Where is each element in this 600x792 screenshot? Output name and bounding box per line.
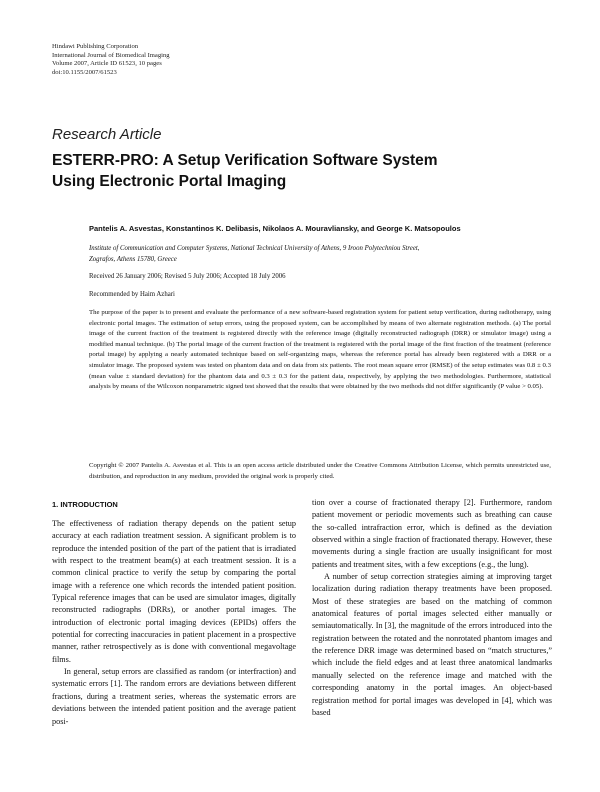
doi: doi:10.1155/2007/61523 — [52, 68, 117, 76]
affiliation-line-1: Institute of Communication and Computer Systems, National Technical University of Athens, 9 Iroon Polytechniou Street, — [89, 245, 420, 252]
journal-header — [52, 43, 170, 77]
author-list: Pantelis A. Asvestas, Konstantinos K. Delibasis, Nikolaos A. Mouravliansky, and George K. Matsopoulos — [89, 224, 461, 233]
body-paragraph: tion over a course of fractionated therapy [2]. Furthermore, random patient movement or periodic movements such as breathing can cause the so-called intrafraction error, which is defined as the deviation observed within a single fraction of fractionated therapy. However, these movements during a single fraction are usually insignificant for most patients and treatment sites, with a few exceptions (e.g., the lung). — [312, 498, 552, 569]
abstract: The purpose of the paper is to present and evaluate the performance of a new software-based registration system for patient setup verification, during radiotherapy, using electronic portal images. The estimation of setup errors, using the proposed system, can be accomplished by means of two alternate registration methods. (a) The portal image of the current fraction of the treatment is registered directly with the reference image (digitally reconstructed radiograph (DRR) or simulator image) using a modified manual technique. (b) The portal image of the current fraction of the treatment is registered with the portal image of the first fraction of the treatment (reference portal image) by applying a nearly automated technique based on self-organizing maps, whereas the reference portal has already been registered with a DRR or a simulator image. The proposed system was tested on phantom data and on data from six patients. The root mean square error (RMSE) of the setup estimates was 0.8 ± 0.3 (mean value ± standard deviation) for the phantom data and 0.3 ± 0.3 for the patient data, respectively, by applying the two methodologies. Furthermore, statistical analysis by means of the Wilcoxon nonparametric signed test showed that the results that were obtained by the two methods did not differ significantly (P value > 0.05). — [89, 309, 551, 391]
journal-name: International Journal of Biomedical Imaging — [52, 51, 170, 59]
title-line-2: Using Electronic Portal Imaging — [52, 173, 287, 190]
affiliation — [89, 244, 559, 265]
article-kind: Research Article — [52, 126, 162, 143]
recommended-by: Recommended by Haim Azhari — [89, 291, 175, 298]
body-paragraph: A number of setup correction strategies aiming at improving target localization during radiation therapy treatments have been proposed. Most of these strategies are based on the matching of common anatomical features of portal images selected either manually or semiautomatically. In [3], the magnitude of the errors introduced into the registration between the rotated and the nonrotated phantom images and the reference DRR image was determined based on “match structures,” which include the field edges and at least three anatomical landmarks manually selected on the reference image and matched with the corresponding anatomy in the portal images. An object-based registration method for portal images was developed in [4], which was based — [312, 572, 552, 717]
section-heading: 1. INTRODUCTION — [52, 500, 118, 509]
article-title — [52, 150, 522, 192]
title-line-1: ESTERR-PRO: A Setup Verification Software System — [52, 152, 438, 169]
body-paragraph: In general, setup errors are classified as random (or interfraction) and systematic errors [1]. The random errors are deviations between different fractions, during a treatment series, whereas the systematic errors are deviations between the intended patient position and the average patient posi- — [52, 667, 296, 726]
right-column — [312, 497, 552, 719]
article-dates: Received 26 January 2006; Revised 5 July 2006; Accepted 18 July 2006 — [89, 273, 286, 280]
publisher: Hindawi Publishing Corporation — [52, 43, 139, 50]
copyright-notice: Copyright © 2007 Pantelis A. Asvestas et al. This is an open access article distributed under the Creative Commons Attribution License, which permits unrestricted use, distribution, and reproduction in any medium, provided the original work is properly cited. — [89, 462, 551, 480]
left-column — [52, 518, 296, 728]
volume-info: Volume 2007, Article ID 61523, 10 pages — [52, 60, 162, 68]
affiliation-line-2: Zografos, Athens 15780, Greece — [89, 255, 177, 263]
body-paragraph: The effectiveness of radiation therapy depends on the patient setup accuracy at each radiation treatment session. A significant problem is to reproduce the intended position of the part of the patient that is irradiated with respect to the treatment beam(s) at each treatment session. It is a common clinical practice to verify the setup by comparing the portal image with a reference one which records the intended patient position. Typical reference images that can be used are simulator images, digitally reconstructed radiographs (DRRs), or another portal images. The introduction of electronic portal imaging devices (EPIDs) offers the potential for correcting inaccuracies in patient placement in a prospective manner, rather retrospectively as is done with conventional megavoltage films. — [52, 519, 296, 664]
